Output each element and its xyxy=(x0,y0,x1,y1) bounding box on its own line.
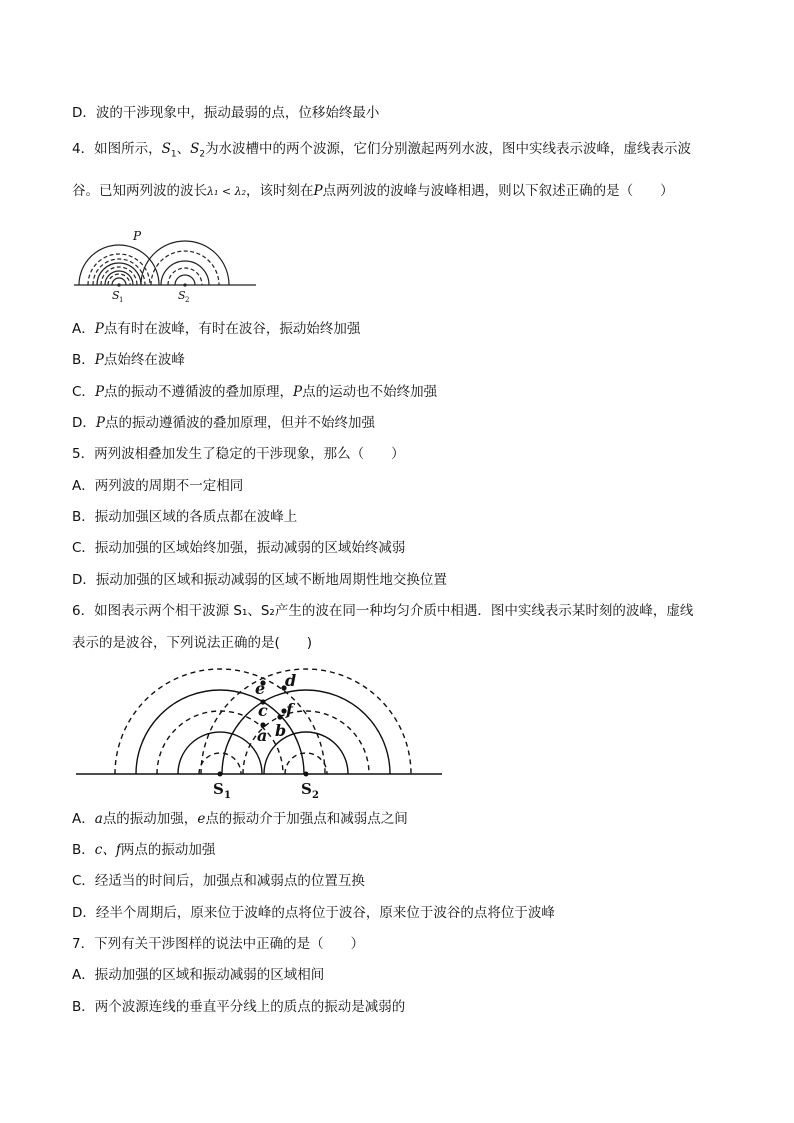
q4-stem-line1: 4．如图所示，$S_1$、$S_2$为水波槽中的两个波源，它们分别激起两列水波，图中实线表示波峰，虚线表示波 xyxy=(72,141,692,160)
q5-option-a: A．两列波的周期不一定相同 xyxy=(72,478,244,494)
q6-option-b: B．c、f两点的振动加强 xyxy=(72,842,216,858)
q6-fig-label-b: b xyxy=(275,721,287,740)
q6-option-c: C．经适当的时间后，加强点和减弱点的位置互换 xyxy=(72,873,365,889)
q6-option-d: D．经半个周期后，原来位于波峰的点将位于波谷，原来位于波谷的点将位于波峰 xyxy=(72,905,555,921)
q6-interference-figure xyxy=(72,660,446,805)
q7-option-a: A．振动加强的区域和振动减弱的区域相间 xyxy=(72,967,325,983)
q4-fig-label-s2: S xyxy=(178,289,186,302)
q4-fig-label-s1: S xyxy=(112,289,120,302)
q6-fig-label-s1: S xyxy=(213,780,224,798)
q5-stem: 5．两列波相叠加发生了稳定的干涉现象，那么（ ） xyxy=(72,446,405,462)
q6-stem-line1: 6．如图表示两个相干波源 S₁、S₂产生的波在同一种均匀介质中相遇．图中实线表示某时刻的波峰，虚线 xyxy=(72,603,694,619)
q6-fig-label-s2: S xyxy=(301,780,312,798)
q6-fig-label-a: a xyxy=(257,726,268,745)
q4-fig-label-s1-sub: 1 xyxy=(119,296,124,304)
q5-option-c: C．振动加强的区域始终加强，振动减弱的区域始终减弱 xyxy=(72,540,406,556)
q7-stem: 7．下列有关干涉图样的说法中正确的是（ ） xyxy=(72,936,365,952)
q5-option-b: B．振动加强区域的各质点都在波峰上 xyxy=(72,509,298,525)
q3-option-d: D．波的干涉现象中，振动最弱的点，位移始终最小 xyxy=(72,105,380,121)
q4-fig-label-s2-sub: 2 xyxy=(185,296,190,304)
q6-fig-label-f: f xyxy=(286,700,293,719)
q6-stem-line2: 表示的是波谷，下列说法正确的是( ) xyxy=(72,635,313,651)
q6-fig-label-c: c xyxy=(258,701,268,720)
q5-option-d: D．振动加强的区域和振动减弱的区域不断地周期性地交换位置 xyxy=(72,572,447,588)
q6-option-a: A．a点的振动加强，e点的振动介于加强点和减弱点之间 xyxy=(72,811,408,827)
q4-fig-label-p: P xyxy=(133,229,142,243)
q4-option-c: C．P点的振动不遵循波的叠加原理，P点的运动也不始终加强 xyxy=(72,384,438,400)
q6-fig-label-s1-sub: 1 xyxy=(224,790,231,801)
q4-wave-figure xyxy=(72,218,262,304)
q4-option-a: A．P点有时在波峰，有时在波谷，振动始终加强 xyxy=(72,321,361,337)
q7-option-b: B．两个波源连线的垂直平分线上的质点的振动是减弱的 xyxy=(72,999,406,1015)
q4-option-d: D．P点的振动遵循波的叠加原理，但并不始终加强 xyxy=(72,415,375,431)
q4-option-b: B．P点始终在波峰 xyxy=(72,352,185,368)
q6-fig-label-s2-sub: 2 xyxy=(312,790,319,801)
q6-fig-label-e: e xyxy=(255,679,266,698)
q4-stem-line2: 谷。已知两列波的波长λ₁ < λ₂，该时刻在P点两列波的波峰与波峰相遇，则以下叙述正确的是（ ） xyxy=(72,183,674,199)
q6-fig-label-d: d xyxy=(285,671,297,690)
